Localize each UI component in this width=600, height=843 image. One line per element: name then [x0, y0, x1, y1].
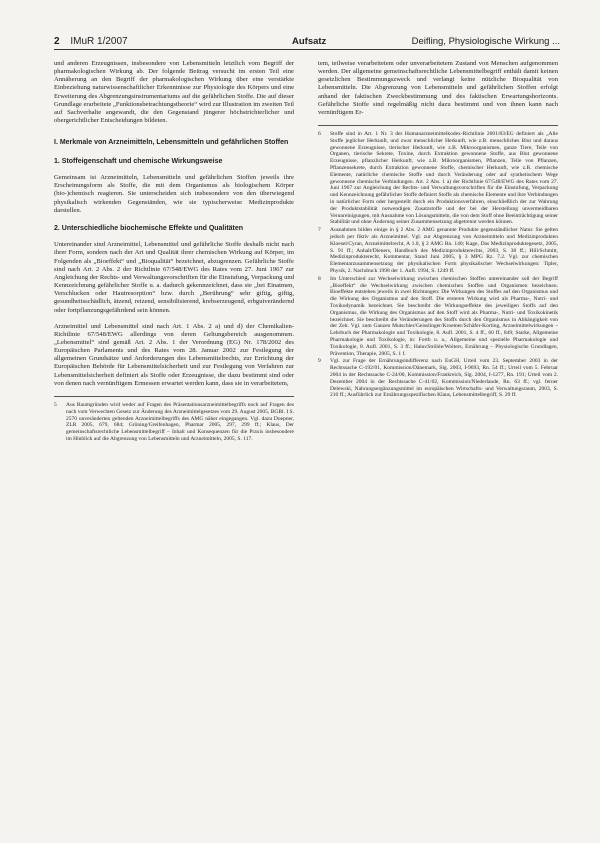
footnote — [318, 227, 558, 275]
footnote-number: 5 — [54, 401, 57, 408]
footnote-text: Vgl. zur Frage der Ernährungsindifferenz nach EuGH, Urteil vom 23. September 2003 in der Rechtssache C-192/01, Kommission/Dänemark, Slg. 2003, I-9693, Rn. 54 ff.; Urteil vom 5. Februar 2004 in der Rechtssache C-24/00, Kommission/Frankreich, Slg. 2004, I-1277, Rn. 191; Urteil vom 2. Dezember 2004 in der Rechtssache C-41/02, Kommission/Niederlande, Rn. 63 ff.; vgl. ferner Delewski, Nahrungsergänzungsmittel im europäischen Wirtschafts- und Verwaltungsraum, 2003, S. 210 ff.; Ausführlich zur Ernährungsspezifischen Klaus, Lebensmittelbegriff, S. 29 ff. — [330, 358, 558, 399]
running-header — [54, 36, 560, 50]
intro-paragraph: und anderen Erzeugnissen, insbesondere von Lebensmitteln letztlich vom Begriff der pharmakologischen Wirkung ab. Der folgende Beitrag versucht im ersten Teil eine Annäherung an den Begriff der pharmakologischen Wirkung über eine verstärkte Einbeziehung naturwissenschaftlicher Erkenntnisse zur Physiologie des Körpers und eine Erweiterung des Abgrenzungsinstrumentariums auf die gefährlichen Stoffe. Die auf dieser Grundlage erarbeitete „Funktionsbetrachtungstheorie“ wird zur Illustration im zweiten Teil auf Sachverhalte angewandt, die den Gegenstand jüngerer höchstrichterlicher und obergerichtlicher Entscheidungen bildeten. — [54, 60, 295, 125]
left-column — [54, 60, 294, 444]
section-heading: I. Merkmale von Arzneimitteln, Lebensmitteln und gefährlichen Stoffen — [54, 139, 289, 147]
footnotes-left — [54, 396, 294, 443]
running-title: Deifling, Physiologische Wirkung ... — [411, 36, 560, 47]
body-paragraph: Arzneimittel und Lebensmittel sind nach Art. 1 Abs. 2 a) und d) der Chemikalien-Richtlinie 67/548/EWG allerdings von deren Geltungsbereich ausgenommen. „Lebensmittel“ sind gemäß Art. 2 Abs. 1 der Verordnung (EG) Nr. 178/2002 des Europäischen Parlaments und des Rates vom 28. Januar 2002 zur Festlegung der allgemeinen Grundsätze und Anforderungen des Lebensmittelrechts, zur Errichtung der Europäischen Behörde für Lebensmittelsicherheit und zur Festlegung von Verfahren zur Lebensmittelsicherheit definiert als Stoffe oder Erzeugnisse, die dazu bestimmt sind oder von denen nach vernünftigem Ermessen erwartet werden kann, dass sie in verarbeitetem, — [54, 322, 294, 387]
footnote-text: Ausnahmen bilden einige in § 2 Abs. 2 AMG genannte Produkte gegenständlicher Natur. Sie gelten jedoch per fiktiv als Arzneimittel. Vgl. zur Abgrenzung von Arzneimitteln und Medizinprodukten Kloesel/Cyran, Arzneimittelrecht, A 1.0, § 2 AMG Rn. 140; Kage, Das Medizinproduktegesetz, 2005, S. 91 ff.; Anhalt/Dieners, Handbuch des Medizinprodukterechts, 2003, S. 38 ff.; Hill/Schmitt, Medizinprodukterecht, Kommentar, Stand Juni 2005, § 3 MPG Rz. 7.2. Vgl. zur chemischen Elementarzusammensetzung der physikalischen Form physikalischer Wechselwirkungen: Tipler, Physik, 2. Nachdruck 1998 der 1. Aufl. 1994, S. 1249 ff. — [330, 227, 558, 275]
footnote-number: 9 — [318, 358, 321, 365]
header-left — [54, 36, 128, 47]
body-paragraph: Untereinander sind Arzneimittel, Lebensmittel und gefährliche Stoffe deshalb nicht nach ihrer Form, sondern nach der Art und Qualität ihrer chemischen Wirkung auf Körper, im Folgenden als „Bioeffekt“ und „Bioqualität“ bezeichnet, abzugrenzen. Gefährliche Stoffe sind nach Art. 2 Abs. 2 der Richtlinie 67/548/EWG des Rates vom 27. Juni 1967 zur Angleichung der Rechts- und Verwaltungsvorschriften für die Einstufung, Verpackung und Kennzeichnung gefährlicher Stoffe u. a. dadurch gekennzeichnet, dass sie „bei Einatmen, Verschlucken oder Hautresorption“ bzw. durch „Berührung“ sehr giftig, giftig, gesundheitsschädlich, ätzend, reizend, sensibilisierend, krebserzeugend, erbgutverändernd oder fortpflanzungsgefährdend sein können. — [54, 241, 294, 314]
footnotes-right — [318, 125, 558, 399]
right-column — [318, 60, 558, 400]
footnote-text: Im Unterschied zur Wechselwirkung zwischen chemischen Stoffen untereinander soll der Begriff „Bioeffekt“ die Wechselwirkung zwischen chemischen Stoffen und Organismen bezeichnen. Bioeffekte entstehen jeweils in zwei Richtungen: Die Wirkungen des Stoffes auf den Organismus und die Wirkung des Organismus auf den Stoff. Die ersteren Wirkung wird als Pharma-, Nutri- und Toxikodynamik bezeichnet. Sie beschreibt die Wirkungseffekte des jeweiligen Stoffs auf den Organismus, die Wirkung des Organismus auf den Stoff wird als Pharma-, Nutri- und Toxikokinetik bezeichnet. Sie beschreibt die Veränderungen des Stoffs durch den Organismus in Abhängigkeit von der Zeit. Vgl. zum Ganzen Mutschler/Geisslinger/Kroemer/Schäfer-Korting, Arzneimittelwirkungen – Lehrbuch der Pharmakologie und Toxikologie, 8. Aufl. 2001, S. 4 ff., 60 ff., 849; Starke, Allgemeine Pharmakologie und Toxikologie, in: Forth u. a., Allgemeine und spezielle Pharmakologie und Toxikologie, 8. Aufl. 2001, S. 3 ff.; Hahn/Ströhle/Wolters, Ernährung – Physiologische Grundlagen, Prävention, Therapie, 2005, S. 1 f. — [330, 275, 558, 357]
footnote — [54, 402, 294, 443]
footnote-text: Stoffe sind in Art. 1 Nr. 3 der Humanarzneimittelkodex-Richtlinie 2001/83/EG definiert als „Alle Stoffe jeglicher Herkunft, und zwar menschlicher Herkunft, wie z.B. menschliches Blut und daraus gewonnene Erzeugnisse, tierischer Herkunft, wie z.B. Mikroorganismen, ganze Tiere, Teile von Organen, tierische Sekrete, Toxine, durch Extraktion gewonnene Stoffe, aus Blut gewonnene Erzeugnisse, pflanzlicher Herkunft, wie z.B. Mikroorganismen, Pflanzen, Teile von Pflanzen, Pflanzensekrete, durch Extraktion gewonnene Stoffe, chemischer Herkunft, wie z.B. chemische Elemente, natürliche chemische Stoffe und durch Veränderung oder auf synthetischem Wege gewonnene chemische Verbindungen. Art. 2 Abs. 1 a) der Richtlinie 67/548/EWG des Rates vom 27. Juni 1967 zur Angleichung der Rechts- und Verwaltungsvorschriften für die Einstufung, Verpackung und Kennzeichnung gefährlicher Stoffe definiert Stoffe als chemische Elemente und ihre Verbindungen in natürlicher Form oder hergestellt durch ein Produktionsverfahren, einschließlich der zur Wahrung der Produktstabilität notwendigen Zusatzstoffe und der bei der Herstellung unvermeidbaren Verunreinigungen, mit Ausnahme von Lösungsmitteln, die von dem Stoff ohne Beeinträchtigung seiner Stabilität und ohne Änderung seiner Zusammensetzung abgetrennt werden können. — [330, 131, 558, 226]
body-paragraph: tem, teilweise verarbeitetem oder unverarbeitetem Zustand von Menschen aufgenommen werden. Der allgemeine gemeinschaftsrechtliche Lebensmittelbegriff enthält damit keinen gesetzlichen Bestimmungszweck und verlangt keine nützliche Bioqualität von Lebensmitteln. Die Abgrenzung von Lebensmitteln und gefährlichen Stoffen erfolgt anhand der faktischen Zweckbestimmung und des faktischen Erwartungshorizonts. Gefährliche Stoffe sind regelmäßig nicht dazu bestimmt und von ihnen kann nach vernünftigem Er- — [318, 60, 558, 116]
footnote-text: Aus Raumgründen wird weder auf Fragen des Präsentationsarzneimittelbegriffs noch auf Fragen des nach vom Verwechten Gesetz zur Änderung des Arzneimittelgesetzes vom 29. August 2005, BGBl. I S. 2570 unveränderten geltenden Arzneimittelbegriffs des AMG näher eingegangen. Vgl. dazu Doepner, ZLR 2005, 679, 684; Gröning/Greifenhagen, Pharmar 2005, 297, 299 ff.; Klaus, Der gemeinschaftsrechtliche Lebensmittelbegriff – Inhalt und Konsequenzen für die Praxis insbesondere im Hinblick auf die Abgrenzung von Lebensmitteln und Arzneimitteln, 2005, S. 117. — [66, 401, 294, 442]
footnote-number: 6 — [318, 131, 321, 138]
subsection-heading: 2. Unterschiedliche biochemische Effekte und Qualitäten — [54, 224, 244, 232]
footnote-number: 7 — [318, 227, 321, 234]
body-paragraph: Gemeinsam ist Arzneimitteln, Lebensmitteln und gefährlichen Stoffen jeweils ihre Erscheinungsform als Stoffe, die mit dem Organismus als biologischem Körper (bio-)chemisch reagieren. Sie unterscheiden sich insbesondere von den überwiegend physikalisch wirkenden Gegenständen, wie sie typischerweise Medizinprodukte darstellen. — [54, 174, 294, 214]
footnote — [318, 131, 558, 226]
subsection-heading: 1. Stoffeigenschaft und chemische Wirkungsweise — [54, 157, 223, 165]
journal-issue: IMuR 1/2007 — [70, 36, 128, 47]
footnote — [318, 276, 558, 358]
footnote-number: 8 — [318, 275, 321, 282]
section-label: Aufsatz — [292, 36, 327, 47]
footnote — [318, 358, 558, 399]
page-number: 2 — [54, 36, 60, 47]
